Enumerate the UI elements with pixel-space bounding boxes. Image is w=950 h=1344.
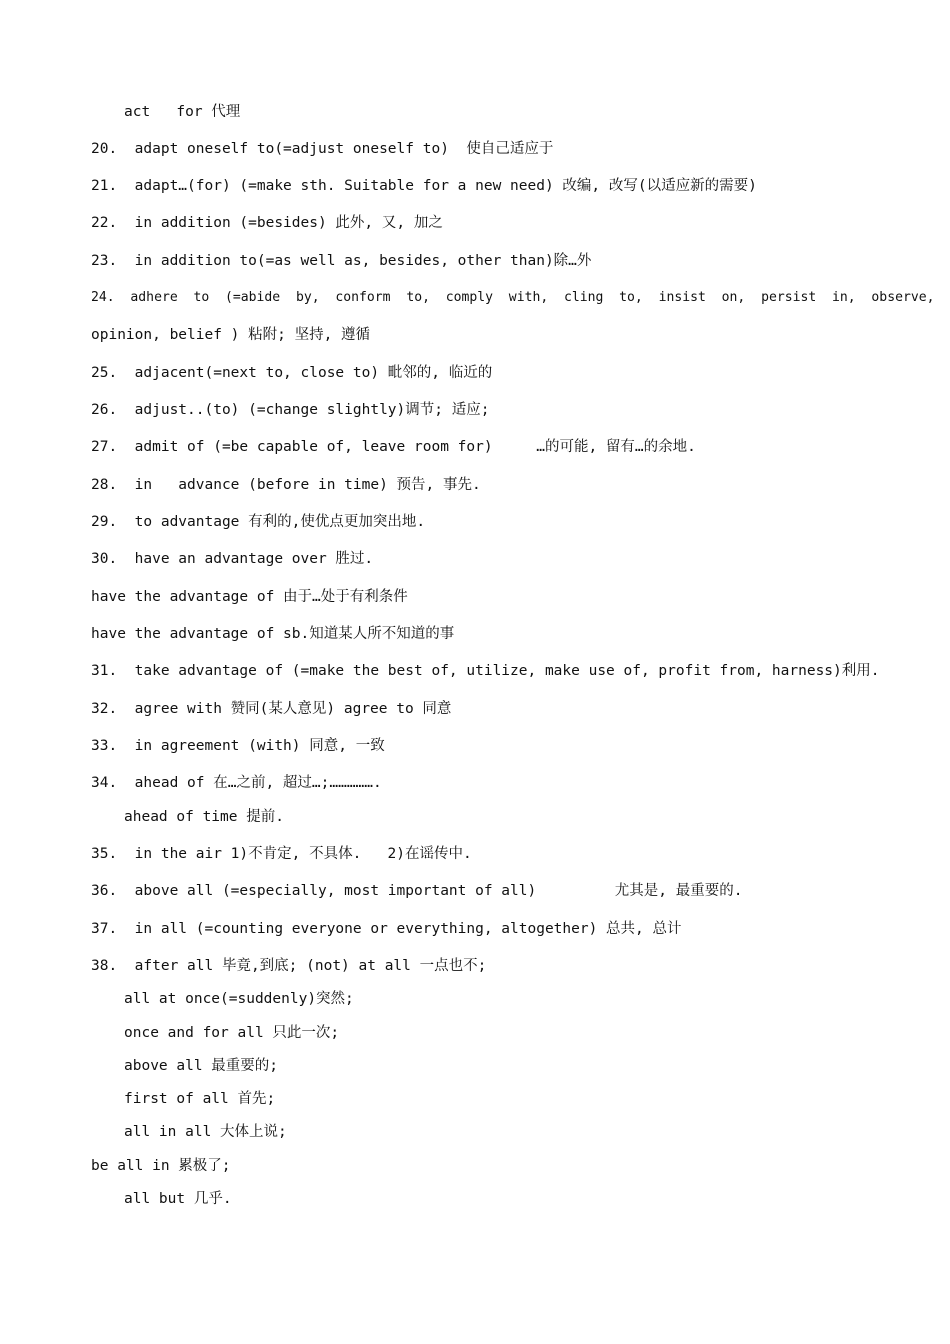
text-line: 32. agree with 赞同(某人意见) agree to 同意: [91, 701, 452, 717]
text-line: 30. have an advantage over 胜过.: [91, 551, 374, 567]
text-line: act for 代理: [124, 104, 241, 120]
text-line: 26. adjust..(to) (=change slightly)调节; 适应;: [91, 402, 490, 418]
text-line: all in all 大体上说;: [124, 1124, 287, 1140]
text-line: 34. ahead of 在…之前, 超过…;…………….: [91, 775, 382, 791]
text-line: 36. above all (=especially, most important of all) 尤其是, 最重要的.: [91, 883, 743, 899]
text-line: 23. in addition to(=as well as, besides, other than)除…外: [91, 253, 592, 269]
text-line: 25. adjacent(=next to, close to) 毗邻的, 临近的: [91, 365, 493, 381]
text-line: first of all 首先;: [124, 1091, 276, 1107]
text-line: 28. in advance (before in time) 预告, 事先.: [91, 477, 481, 493]
text-line: 20. adapt oneself to(=adjust oneself to) 使自己适应于: [91, 141, 554, 157]
text-line: 33. in agreement (with) 同意, 一致: [91, 738, 385, 754]
text-line: 31. take advantage of (=make the best of, utilize, make use of, profit from, harness)利用.: [91, 663, 880, 679]
text-line: ahead of time 提前.: [124, 809, 284, 825]
text-line: above all 最重要的;: [124, 1058, 279, 1074]
text-line: all but 几乎.: [124, 1191, 232, 1207]
text-line: 27. admit of (=be capable of, leave room for) …的可能, 留有…的余地.: [91, 439, 696, 455]
text-line: 24. adhere to (=abide by, conform to, comply with, cling to, insist on, persist in, observe,: [91, 290, 935, 305]
text-line: have the advantage of sb.知道某人所不知道的事: [91, 626, 455, 642]
text-line: have the advantage of 由于…处于有利条件: [91, 589, 408, 605]
text-line: be all in 累极了;: [91, 1158, 231, 1174]
text-line: 38. after all 毕竟,到底; (not) at all 一点也不;: [91, 958, 487, 974]
text-line: all at once(=suddenly)突然;: [124, 991, 354, 1007]
text-line: opinion, belief ) 粘附; 坚持, 遵循: [91, 327, 371, 343]
text-line: 29. to advantage 有利的,使优点更加突出地.: [91, 514, 426, 530]
text-line: once and for all 只此一次;: [124, 1025, 340, 1041]
text-line: 35. in the air 1)不肯定, 不具体. 2)在谣传中.: [91, 846, 472, 862]
text-line: 21. adapt…(for) (=make sth. Suitable for a new need) 改编, 改写(以适应新的需要): [91, 178, 757, 194]
text-line: 22. in addition (=besides) 此外, 又, 加之: [91, 215, 443, 231]
text-line: 37. in all (=counting everyone or everything, altogether) 总共, 总计: [91, 921, 682, 937]
